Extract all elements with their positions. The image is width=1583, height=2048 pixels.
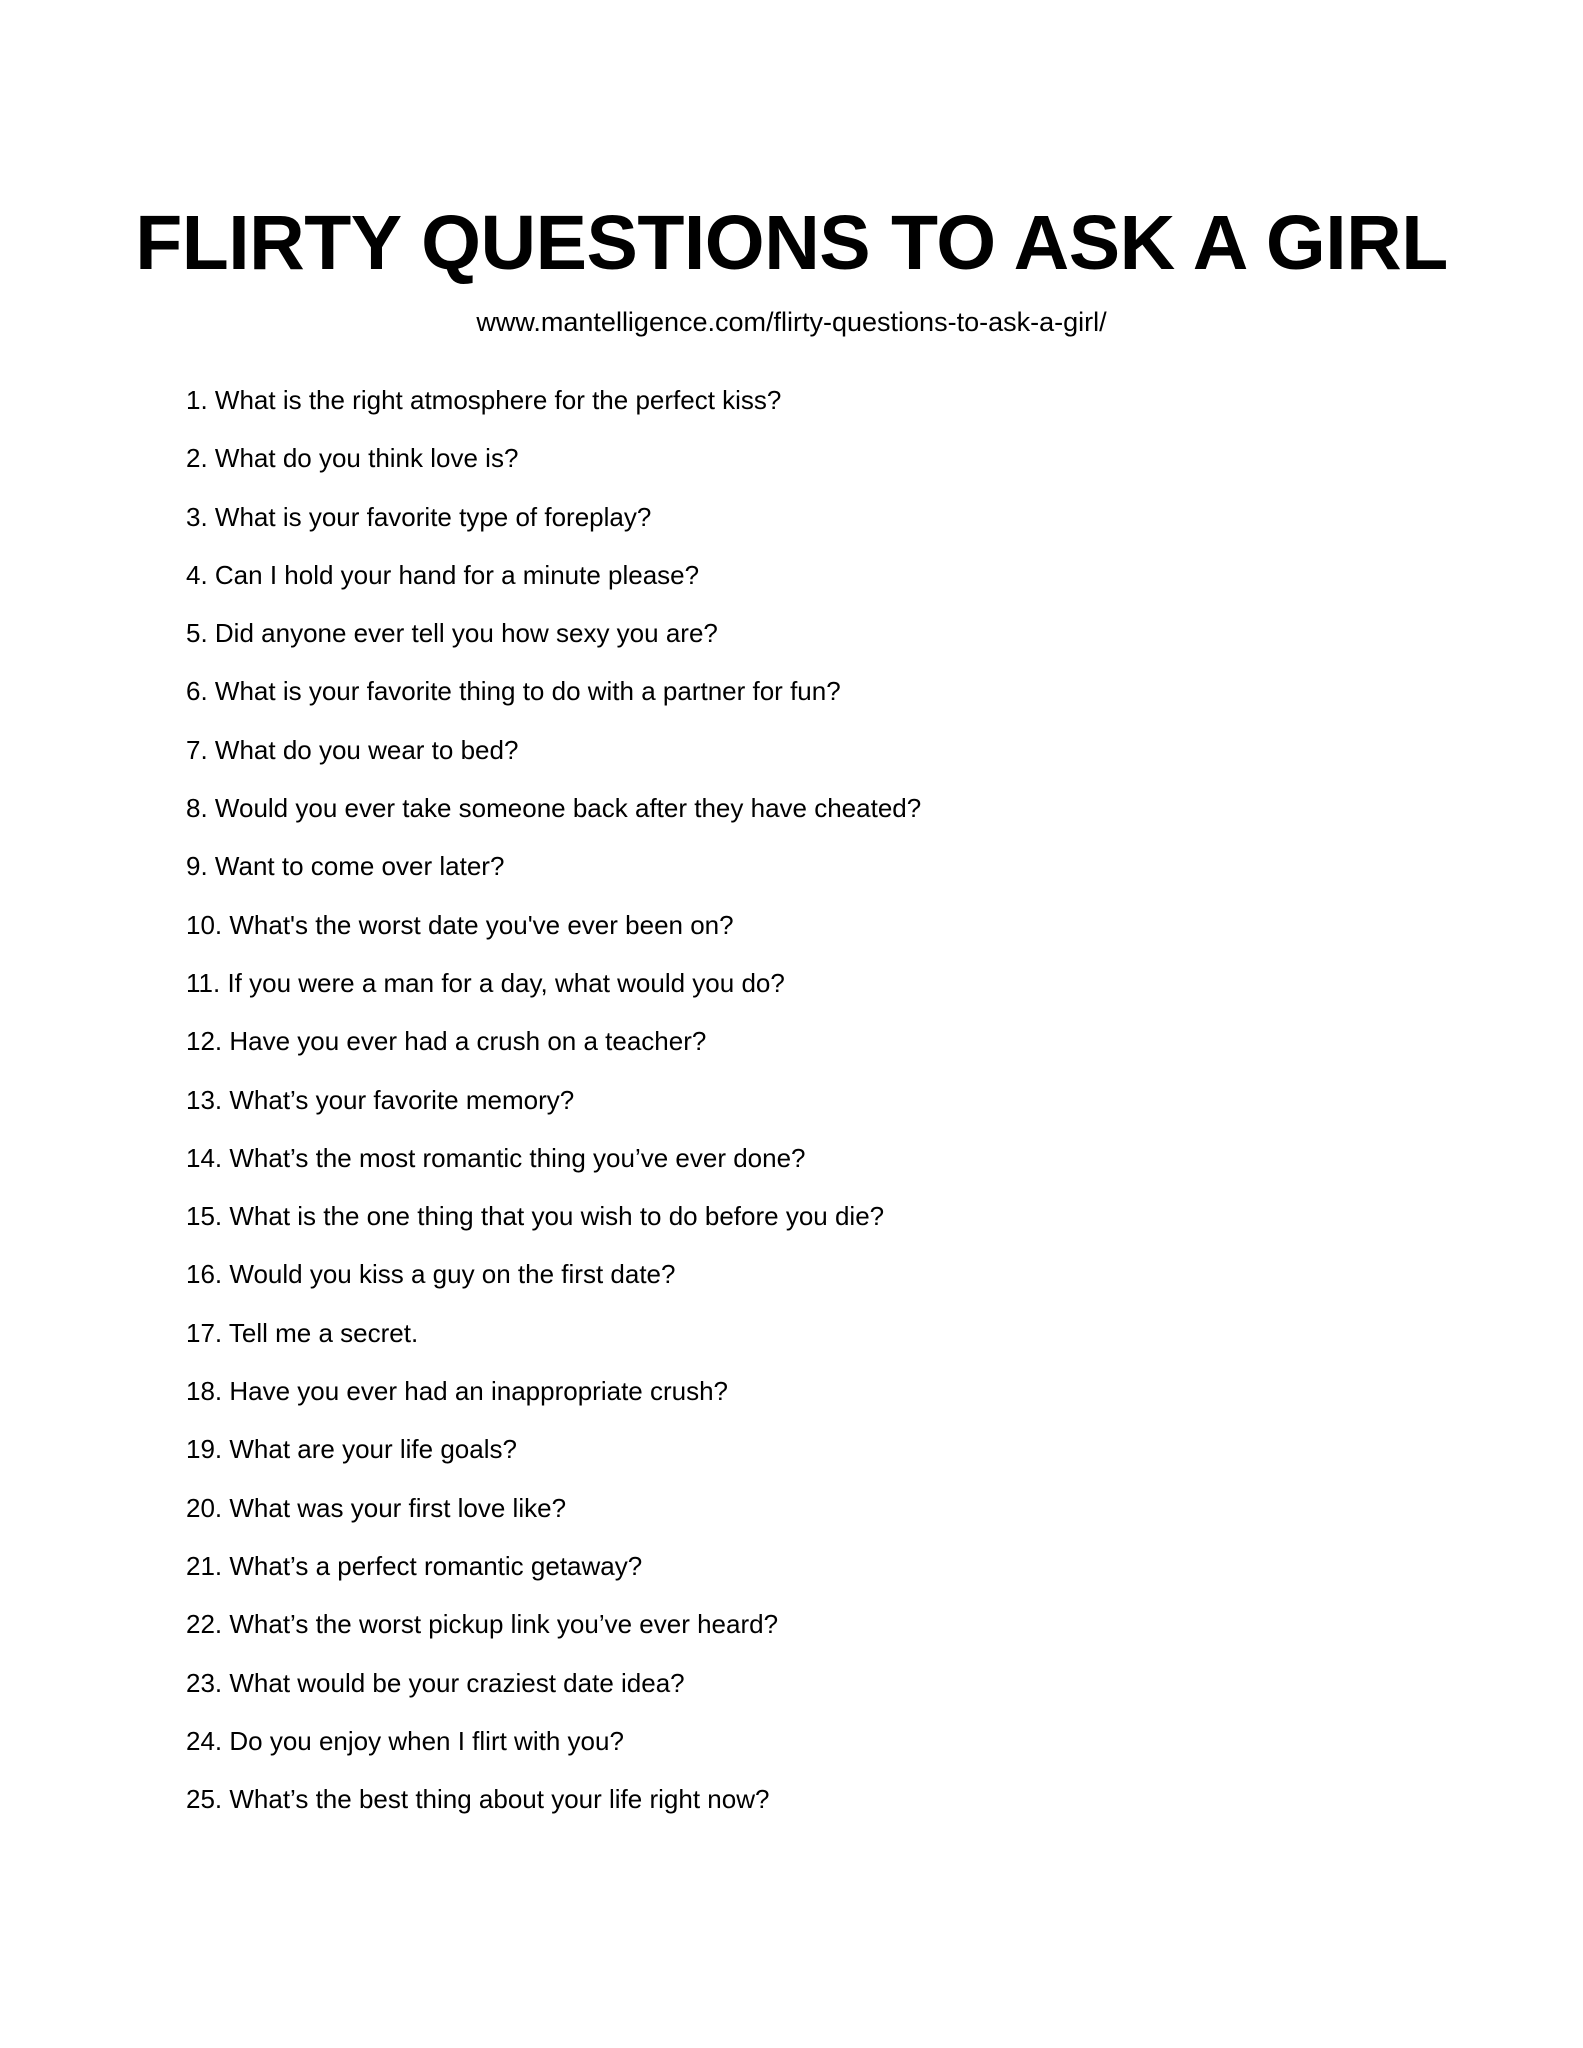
list-item: 6. What is your favorite thing to do with a partner for fun? xyxy=(186,676,841,707)
list-item: 1. What is the right atmosphere for the perfect kiss? xyxy=(186,385,782,415)
list-item: 23. What would be your craziest date idea? xyxy=(186,1667,685,1698)
list-item: 24. Do you enjoy when I flirt with you? xyxy=(186,1725,624,1756)
list-item: 14. What’s the most romantic thing you’ve ever done? xyxy=(186,1142,806,1173)
source-url: www.mantelligence.com/flirty-questions-to-ask-a-girl/ xyxy=(476,307,1107,337)
list-item: 10. What's the worst date you've ever been on? xyxy=(186,909,734,940)
list-item: 8. Would you ever take someone back after they have cheated? xyxy=(186,793,922,824)
list-item: 9. Want to come over later? xyxy=(186,851,505,882)
list-item: 18. Have you ever had an inappropriate crush? xyxy=(186,1376,729,1407)
list-item: 19. What are your life goals? xyxy=(186,1434,517,1465)
list-item: 15. What is the one thing that you wish to do before you die? xyxy=(186,1201,885,1232)
list-item: 4. Can I hold your hand for a minute please? xyxy=(186,559,700,590)
list-item: 3. What is your favorite type of foreplay? xyxy=(186,501,652,532)
list-item: 2. What do you think love is? xyxy=(186,443,519,474)
list-item: 22. What’s the worst pickup link you’ve ever heard? xyxy=(186,1609,779,1640)
list-item: 25. What’s the best thing about your life right now? xyxy=(186,1784,770,1815)
list-item: 13. What’s your favorite memory? xyxy=(186,1084,575,1115)
list-item: 21. What’s a perfect romantic getaway? xyxy=(186,1550,643,1581)
list-item: 11. If you were a man for a day, what would you do? xyxy=(186,967,785,998)
list-item: 7. What do you wear to bed? xyxy=(186,734,519,765)
question-list xyxy=(186,380,921,1837)
list-item: 20. What was your first love like? xyxy=(186,1492,567,1523)
page-title: FLIRTY QUESTIONS TO ASK A GIRL xyxy=(135,200,1448,286)
list-item: 5. Did anyone ever tell you how sexy you are? xyxy=(186,618,718,649)
list-item: 16. Would you kiss a guy on the first date? xyxy=(186,1259,676,1290)
list-item: 17. Tell me a secret. xyxy=(186,1317,419,1348)
list-item: 12. Have you ever had a crush on a teacher? xyxy=(186,1026,707,1057)
